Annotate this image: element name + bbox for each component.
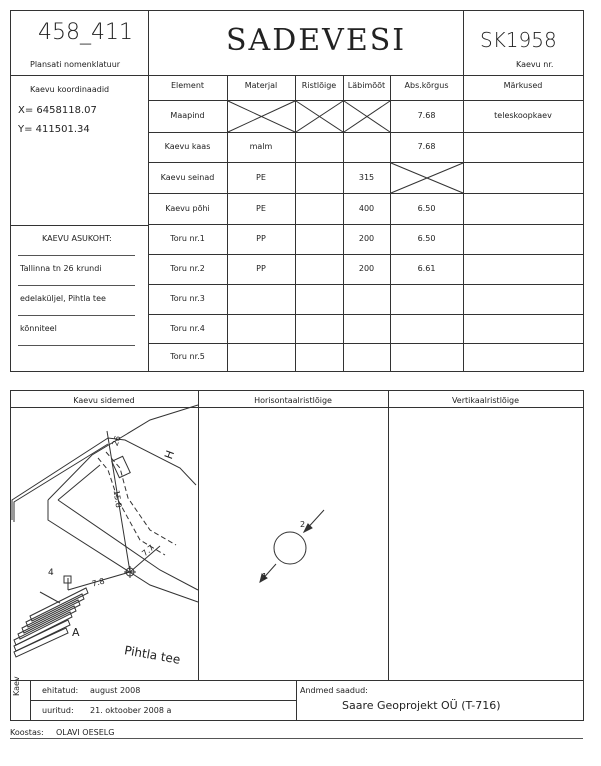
table-cell-diameter: 200 [358, 234, 375, 243]
well-number: SK1958 [480, 28, 557, 52]
table-cell-material: malm [249, 142, 273, 151]
compiled-value: OLAVI OESELG [56, 728, 115, 737]
sketch-label-h: H [162, 448, 178, 461]
coordinate-y: Y= 411501.34 [18, 124, 90, 135]
table-cell-element: Kaevu kaas [164, 142, 211, 151]
table-cell-diameter: 315 [358, 173, 375, 182]
nomenclature-value: 458_411 [38, 20, 133, 45]
coordinate-x: X= 6458118.07 [18, 105, 97, 116]
kaev-label: Kaev [12, 676, 21, 696]
location-label: KAEVU ASUKOHT: [42, 234, 112, 243]
pipe-label-1: 1 [262, 572, 268, 581]
table-cell-element: Toru nr.2 [170, 264, 205, 273]
data-from-value: Saare Geoprojekt OÜ (T-716) [342, 699, 501, 712]
data-from-label: Andmed saadud: [300, 686, 368, 695]
table-header-cross-section: Ristlõige [301, 81, 337, 90]
table-cell-material: PE [256, 204, 266, 213]
table-cell-element: Toru nr.1 [170, 234, 205, 243]
location-line-2: edelaküljel, Pihtla tee [20, 294, 106, 303]
table-cell-abs-height: 6.50 [417, 204, 436, 213]
sketch-label-7-8: 7.8 [90, 576, 106, 589]
location-line-3: kõnniteel [20, 324, 57, 333]
table-cell-notes: teleskoopkaev [494, 111, 552, 120]
compiled-label: Koostas: [10, 728, 44, 737]
table-cell-material: PE [256, 173, 266, 182]
table-cell-abs-height: 7.68 [417, 142, 436, 151]
connections-header: Kaevu sidemed [73, 396, 135, 405]
sketch-label-26: 26 [110, 434, 123, 448]
site-sketch [12, 405, 198, 657]
table-cell-element: Kaevu põhi [165, 204, 210, 213]
sketch-label-a: A [72, 626, 80, 639]
table-cell-diameter: 400 [358, 204, 375, 213]
table-cell-abs-height: 6.61 [417, 264, 436, 273]
table-cell-element: Maapind [170, 111, 205, 120]
coordinates-label: Kaevu koordinaadid [30, 85, 110, 94]
table-cell-abs-height: 6.50 [417, 234, 436, 243]
table-cell-element: Kaevu seinad [160, 173, 215, 182]
sketch-label-7-7: 7.7 [140, 543, 156, 559]
table-header-diameter: Läbimõõt [347, 81, 386, 90]
table-header-abs-height: Abs.kõrgus [404, 81, 449, 90]
table-header-material: Materjal [244, 81, 278, 90]
table-cell-element: Toru nr.4 [170, 324, 205, 333]
table-cell-element: Toru nr.5 [170, 352, 205, 361]
built-value: august 2008 [90, 686, 141, 695]
table-cell-material: PP [256, 264, 266, 273]
built-label: ehitatud: [42, 686, 79, 695]
horizontal-section-drawing [260, 510, 324, 582]
form-title: SADEVESI [226, 23, 407, 58]
surveyed-label: uuritud: [42, 706, 74, 715]
well-number-label: Kaevu nr. [516, 60, 554, 69]
street-name: Pihtla tee [123, 643, 182, 667]
nomenclature-label: Plansati nomenklatuur [30, 60, 121, 69]
table-header-element: Element [170, 81, 205, 90]
sketch-label-4: 4 [48, 568, 54, 578]
table-header-notes: Märkused [503, 81, 543, 90]
location-line-1: Tallinna tn 26 krundi [20, 264, 102, 273]
table-cell-abs-height: 7.68 [417, 111, 436, 120]
sketch-label-15-8: 15.8 [111, 489, 124, 509]
horizontal-section-header: Horisontaalristlõige [254, 396, 332, 405]
surveyed-value: 21. oktoober 2008 a [90, 706, 172, 715]
table-cell-diameter: 200 [358, 264, 375, 273]
table-cell-material: PP [256, 234, 266, 243]
table-cell-element: Toru nr.3 [170, 294, 205, 303]
vertical-section-header: Vertikaalristlõige [451, 396, 520, 405]
pipe-label-2: 2 [300, 520, 306, 529]
